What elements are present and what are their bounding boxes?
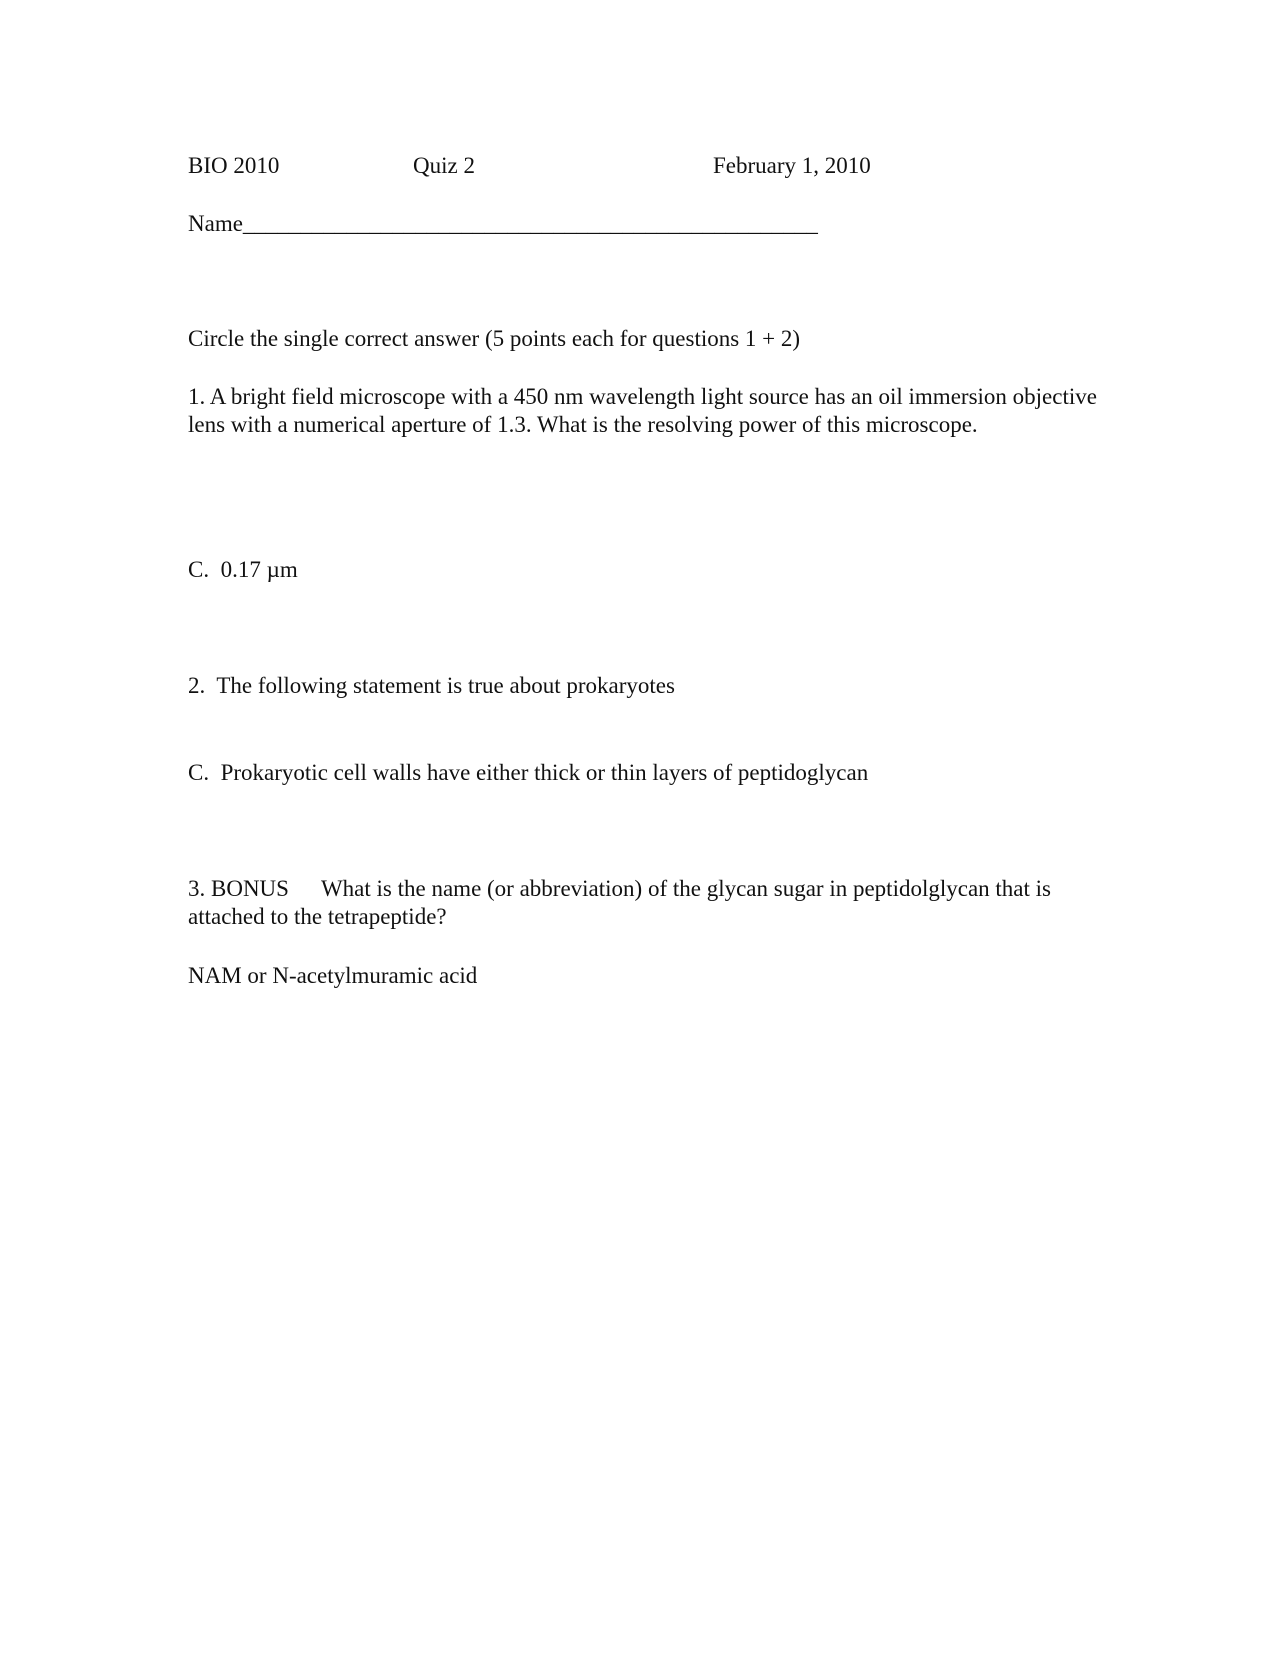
name-line: Name__________________________________________________	[188, 211, 818, 236]
question-3-answer: NAM or N-acetylmuramic acid	[188, 963, 478, 988]
question-2-answer: C. Prokaryotic cell walls have either thick or thin layers of peptidoglycan	[188, 760, 869, 785]
question-3	[188, 875, 1108, 931]
quiz-title: Quiz 2	[413, 153, 475, 178]
instructions: Circle the single correct answer (5 points each for questions 1 + 2)	[188, 326, 801, 351]
quiz-date: February 1, 2010	[713, 153, 871, 178]
question-1-text: 1. A bright field microscope with a 450 nm wavelength light source has an oil immersion objective lens with a numerical aperture of 1.3. What is the resolving power of this microscope.	[188, 384, 1097, 437]
course-code: BIO 2010	[188, 153, 280, 178]
question-3-text: What is the name (or abbreviation) of the glycan sugar in peptidolglycan that is attached to the tetrapeptide?	[188, 876, 1051, 929]
question-3-label: 3. BONUS	[188, 876, 289, 901]
question-1-answer: C. 0.17 µm	[188, 557, 298, 582]
question-2-text: 2. The following statement is true about prokaryotes	[188, 673, 675, 698]
